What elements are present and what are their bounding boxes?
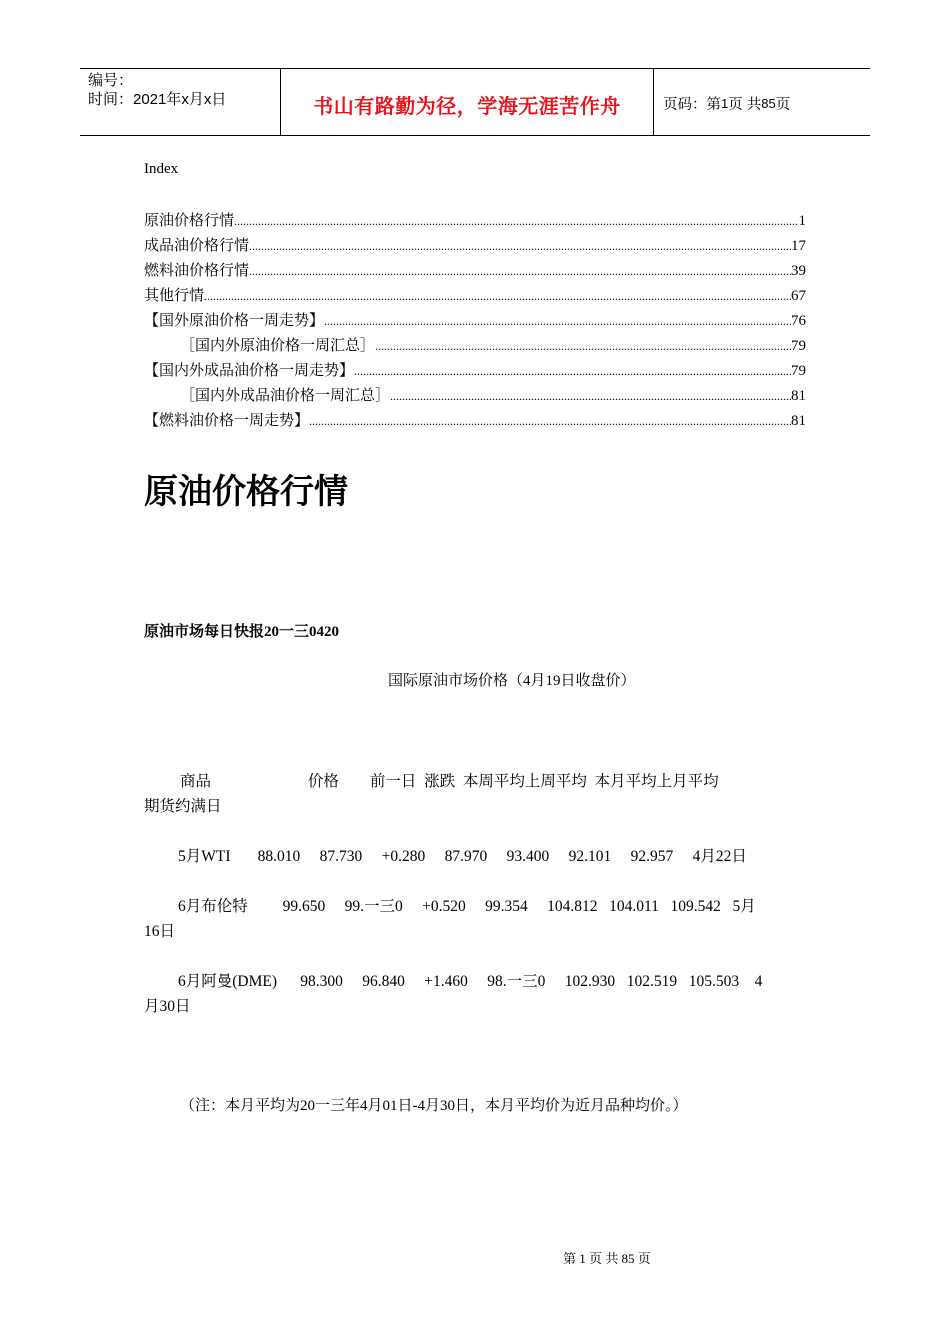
toc-label: 其他行情	[144, 288, 205, 304]
table-header-line2: 期货约满日	[144, 798, 222, 815]
page-prefix: 页码：第	[663, 96, 721, 113]
toc-page: 67	[791, 288, 806, 304]
table-header-line1: 商品 价格 前一日 涨跌 本周平均上周平均 本月平均上月平均	[180, 773, 719, 790]
toc-page: 17	[791, 238, 806, 254]
toc-page: 81	[791, 388, 806, 404]
header-motto: 书山有路勤为径，学海无涯苦作舟	[281, 69, 654, 135]
page-suffix: 页	[775, 96, 791, 113]
toc-label: 燃料油价格行情	[144, 263, 250, 279]
time-label: 时间：2021年x月x日	[88, 91, 227, 108]
header-meta	[80, 69, 281, 135]
page-total: 85	[761, 95, 776, 111]
toc-entry[interactable]	[144, 211, 806, 231]
toc-page: 76	[791, 313, 806, 329]
toc-page: 81	[791, 413, 806, 429]
report-title: 原油市场每日快报20一三0420	[144, 624, 340, 640]
toc-entry[interactable]	[144, 336, 806, 356]
table-row: 6月阿曼(DME) 98.300 96.840 +1.460 98.一三0 102.930 102.519 105.503 4	[178, 973, 763, 990]
toc-label: ［国内外成品油价格一周汇总］	[180, 388, 391, 404]
page-mid: 页 共	[728, 96, 762, 113]
toc-entry[interactable]	[144, 411, 806, 431]
toc-page: 39	[791, 263, 806, 279]
table-note: （注：本月平均为20一三年4月01日-4月30日，本月平均价为近月品种均价。）	[180, 1098, 688, 1114]
toc-entry[interactable]	[144, 261, 806, 281]
toc-page: 1	[798, 213, 806, 229]
toc-entry[interactable]	[144, 311, 806, 331]
toc-label: 【国内外成品油价格一周走势】	[144, 363, 355, 379]
table-caption: 国际原油市场价格（4月19日收盘价）	[388, 673, 636, 689]
serial-label: 编号：	[88, 72, 134, 89]
table-row-wrap: 月30日	[144, 998, 191, 1015]
page-footer: 第 1 页 共 85 页	[563, 1251, 651, 1266]
page-number: 1	[721, 95, 729, 111]
toc-page: 79	[791, 363, 806, 379]
table-row: 6月布伦特 99.650 99.一三0 +0.520 99.354 104.812 104.011 109.542 5月	[178, 898, 756, 915]
toc-label: 【燃料油价格一周走势】	[144, 413, 310, 429]
toc-label: ［国内外原油价格一周汇总］	[180, 338, 376, 354]
index-label: Index	[144, 161, 179, 177]
toc-page: 79	[791, 338, 806, 354]
toc-label: 【国外原油价格一周走势】	[144, 313, 325, 329]
toc-entry[interactable]	[144, 286, 806, 306]
toc-entry[interactable]	[144, 236, 806, 256]
toc-label: 原油价格行情	[144, 213, 235, 229]
table-row-wrap: 16日	[144, 923, 176, 940]
toc-entry[interactable]	[144, 361, 806, 381]
page-header	[80, 68, 870, 136]
table-row: 5月WTI 88.010 87.730 +0.280 87.970 93.400 92.101 92.957 4月22日	[178, 848, 747, 865]
header-page-info	[654, 69, 870, 135]
toc-entry[interactable]	[144, 386, 806, 406]
toc-label: 成品油价格行情	[144, 238, 250, 254]
section-title: 原油价格行情	[144, 472, 348, 512]
